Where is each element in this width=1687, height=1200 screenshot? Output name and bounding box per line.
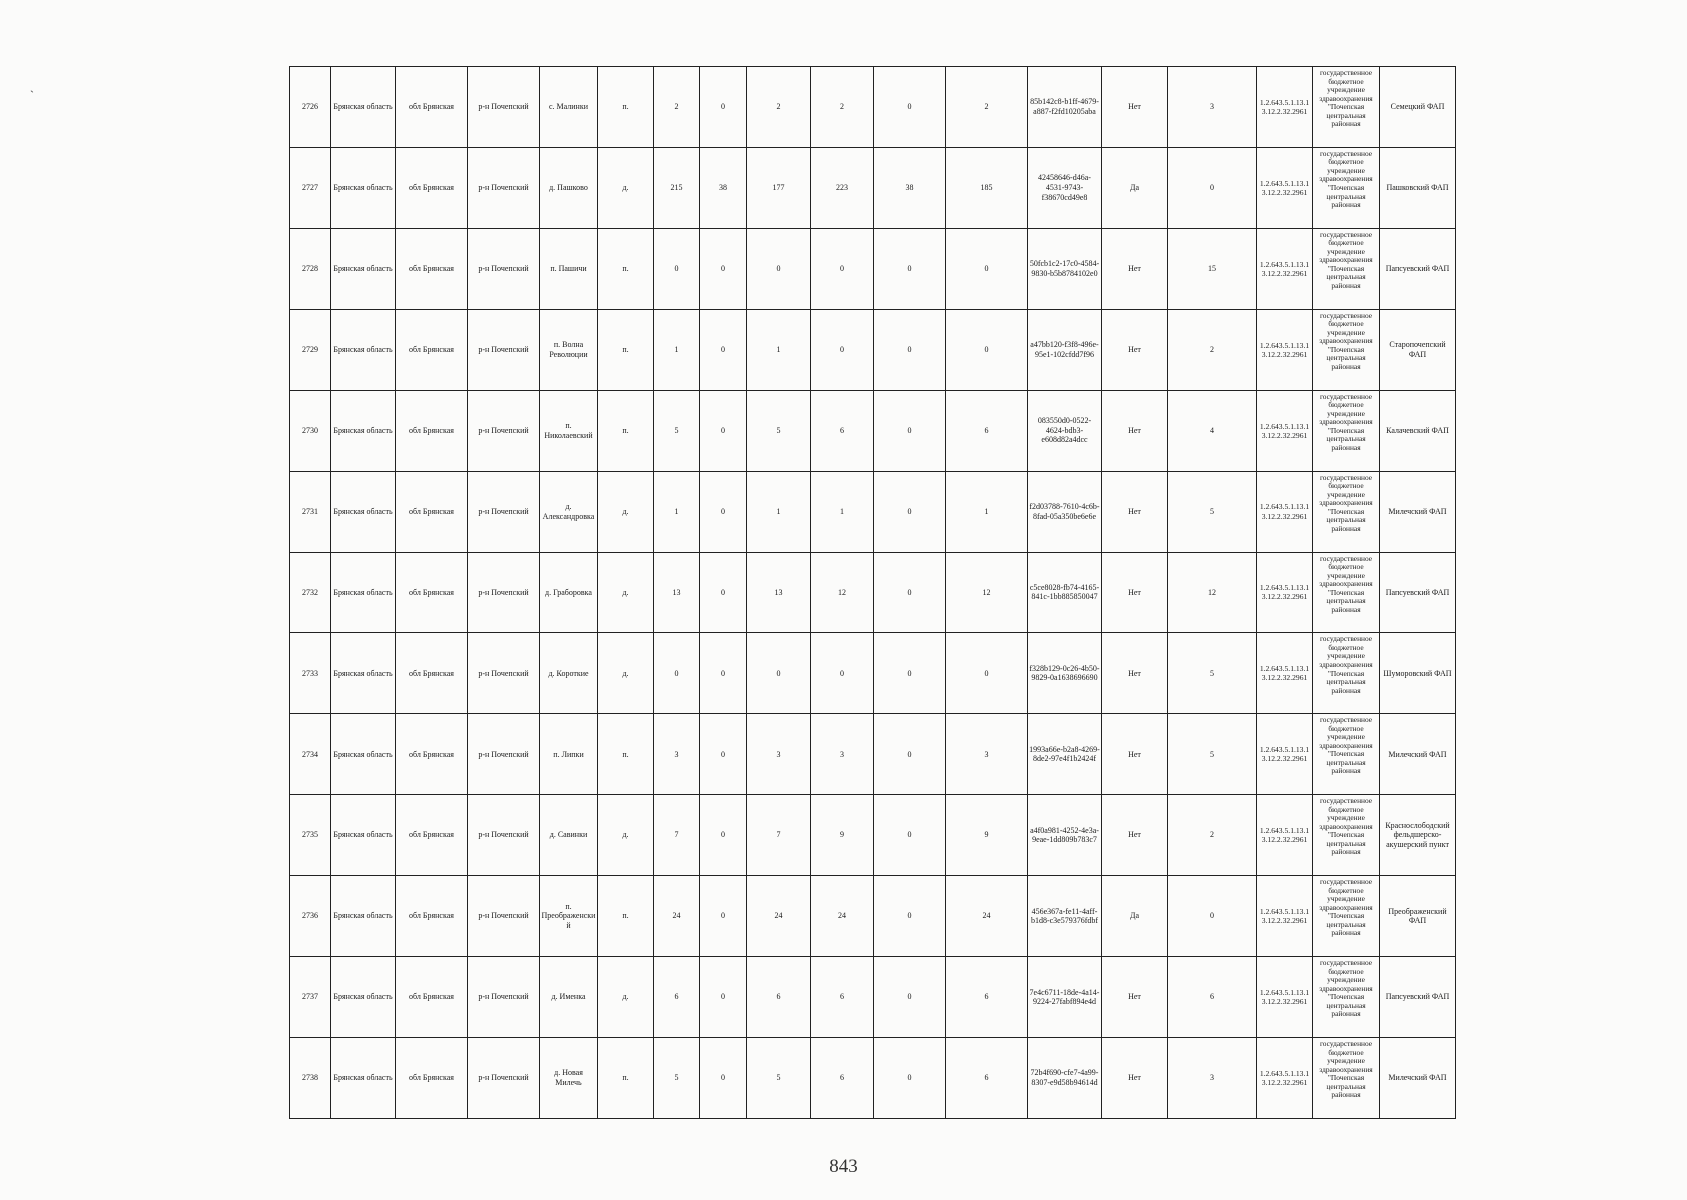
district-cell: р-н Почепский [468, 471, 540, 552]
guid-cell: 7e4c6711-18de-4a14-9224-27fabf894e4d [1028, 957, 1102, 1038]
settlement-type-cell: д. [598, 147, 654, 228]
oid-cell: 1.2.643.5.1.13.13.12.2.32.2961 [1257, 147, 1313, 228]
table-row [290, 1038, 1456, 1119]
value-cell: 0 [700, 309, 747, 390]
page-number: 843 [829, 1156, 858, 1177]
count-cell: 2 [1168, 309, 1257, 390]
organization-cell: государственное бюджетное учреждение здравоохранения "Почепская центральная районная [1313, 714, 1380, 795]
value-cell: 0 [700, 795, 747, 876]
settlement-type-cell: п. [598, 309, 654, 390]
settlement-cell: с. Малинки [540, 67, 598, 148]
guid-cell: 083550d0-0522-4624-bdb3-e608d82a4dcc [1028, 390, 1102, 471]
oblast-cell: обл Брянская [396, 876, 468, 957]
oblast-cell: обл Брянская [396, 633, 468, 714]
value-cell: 223 [811, 147, 874, 228]
value-cell: 0 [700, 957, 747, 1038]
organization-cell: государственное бюджетное учреждение здравоохранения "Почепская центральная районная [1313, 471, 1380, 552]
guid-cell: 85b142c8-b1ff-4679-a887-f2fd10205aba [1028, 67, 1102, 148]
value-cell: 0 [874, 1038, 946, 1119]
value-cell: 0 [874, 714, 946, 795]
scan-speck: ` [30, 88, 34, 102]
fap-cell: Старопочепский ФАП [1380, 309, 1456, 390]
value-cell: 6 [811, 957, 874, 1038]
region-cell: Брянская область [331, 147, 396, 228]
row-number-cell: 2738 [290, 1038, 331, 1119]
fap-cell: Краснослободский фельдшерско-акушерский пункт [1380, 795, 1456, 876]
flag-cell: Нет [1102, 228, 1168, 309]
value-cell: 0 [654, 633, 700, 714]
row-number-cell: 2736 [290, 876, 331, 957]
value-cell: 185 [946, 147, 1028, 228]
guid-cell: c5ce8028-fb74-4165-841c-1bb885850047 [1028, 552, 1102, 633]
value-cell: 0 [811, 309, 874, 390]
district-cell: р-н Почепский [468, 957, 540, 1038]
region-cell: Брянская область [331, 714, 396, 795]
row-number-cell: 2734 [290, 714, 331, 795]
flag-cell: Нет [1102, 795, 1168, 876]
district-cell: р-н Почепский [468, 795, 540, 876]
settlement-cell: д. Именка [540, 957, 598, 1038]
oblast-cell: обл Брянская [396, 390, 468, 471]
value-cell: 0 [654, 228, 700, 309]
region-cell: Брянская область [331, 309, 396, 390]
settlement-type-cell: д. [598, 471, 654, 552]
flag-cell: Да [1102, 876, 1168, 957]
row-number-cell: 2727 [290, 147, 331, 228]
value-cell: 9 [811, 795, 874, 876]
region-cell: Брянская область [331, 876, 396, 957]
table-row [290, 390, 1456, 471]
table-row [290, 309, 1456, 390]
fap-cell: Шумоpовский ФАП [1380, 633, 1456, 714]
value-cell: 0 [747, 228, 811, 309]
region-cell: Брянская область [331, 795, 396, 876]
value-cell: 0 [946, 633, 1028, 714]
value-cell: 5 [747, 1038, 811, 1119]
value-cell: 6 [654, 957, 700, 1038]
district-cell: р-н Почепский [468, 633, 540, 714]
oblast-cell: обл Брянская [396, 714, 468, 795]
row-number-cell: 2729 [290, 309, 331, 390]
oid-cell: 1.2.643.5.1.13.13.12.2.32.2961 [1257, 795, 1313, 876]
value-cell: 6 [946, 1038, 1028, 1119]
oid-cell: 1.2.643.5.1.13.13.12.2.32.2961 [1257, 552, 1313, 633]
value-cell: 215 [654, 147, 700, 228]
count-cell: 12 [1168, 552, 1257, 633]
table-row [290, 67, 1456, 148]
value-cell: 5 [747, 390, 811, 471]
value-cell: 0 [700, 552, 747, 633]
settlement-type-cell: д. [598, 633, 654, 714]
settlement-type-cell: п. [598, 714, 654, 795]
oid-cell: 1.2.643.5.1.13.13.12.2.32.2961 [1257, 390, 1313, 471]
count-cell: 3 [1168, 67, 1257, 148]
flag-cell: Нет [1102, 471, 1168, 552]
count-cell: 5 [1168, 633, 1257, 714]
value-cell: 0 [747, 633, 811, 714]
table-row [290, 633, 1456, 714]
settlement-type-cell: п. [598, 67, 654, 148]
value-cell: 24 [654, 876, 700, 957]
region-cell: Брянская область [331, 390, 396, 471]
guid-cell: a47bb120-f3f8-496e-95e1-102cfdd7f96 [1028, 309, 1102, 390]
guid-cell: f328b129-0c26-4b50-9829-0a1638696690 [1028, 633, 1102, 714]
settlement-cell: п. Николаевский [540, 390, 598, 471]
row-number-cell: 2733 [290, 633, 331, 714]
organization-cell: государственное бюджетное учреждение здравоохранения "Почепская центральная районная [1313, 552, 1380, 633]
oblast-cell: обл Брянская [396, 471, 468, 552]
table-row [290, 552, 1456, 633]
value-cell: 6 [946, 390, 1028, 471]
value-cell: 24 [946, 876, 1028, 957]
oblast-cell: обл Брянская [396, 228, 468, 309]
guid-cell: a4f0a981-4252-4e3a-9eae-1dd809b783c7 [1028, 795, 1102, 876]
guid-cell: 1993a66e-b2a8-4269-8de2-97e4f1b2424f [1028, 714, 1102, 795]
organization-cell: государственное бюджетное учреждение здравоохранения "Почепская центральная районная [1313, 228, 1380, 309]
table-row [290, 876, 1456, 957]
value-cell: 3 [654, 714, 700, 795]
oid-cell: 1.2.643.5.1.13.13.12.2.32.2961 [1257, 228, 1313, 309]
value-cell: 0 [811, 228, 874, 309]
flag-cell: Нет [1102, 1038, 1168, 1119]
settlement-cell: п. Липки [540, 714, 598, 795]
table-row [290, 147, 1456, 228]
district-cell: р-н Почепский [468, 714, 540, 795]
region-cell: Брянская область [331, 633, 396, 714]
organization-cell: государственное бюджетное учреждение здравоохранения "Почепская центральная районная [1313, 67, 1380, 148]
guid-cell: 456e367a-fe11-4aff-b1d8-c3e579376fdbf [1028, 876, 1102, 957]
settlement-type-cell: п. [598, 1038, 654, 1119]
region-cell: Брянская область [331, 957, 396, 1038]
oblast-cell: обл Брянская [396, 1038, 468, 1119]
organization-cell: государственное бюджетное учреждение здравоохранения "Почепская центральная районная [1313, 1038, 1380, 1119]
value-cell: 0 [700, 876, 747, 957]
value-cell: 5 [654, 1038, 700, 1119]
fap-cell: Семецкий ФАП [1380, 67, 1456, 148]
settlement-cell: д. Грабоpовка [540, 552, 598, 633]
value-cell: 24 [747, 876, 811, 957]
oid-cell: 1.2.643.5.1.13.13.12.2.32.2961 [1257, 471, 1313, 552]
settlement-type-cell: п. [598, 876, 654, 957]
value-cell: 0 [874, 228, 946, 309]
district-cell: р-н Почепский [468, 228, 540, 309]
region-cell: Брянская область [331, 228, 396, 309]
value-cell: 7 [654, 795, 700, 876]
count-cell: 0 [1168, 876, 1257, 957]
value-cell: 9 [946, 795, 1028, 876]
value-cell: 3 [946, 714, 1028, 795]
fap-cell: Милечский ФАП [1380, 714, 1456, 795]
value-cell: 1 [946, 471, 1028, 552]
flag-cell: Нет [1102, 714, 1168, 795]
oblast-cell: обл Брянская [396, 552, 468, 633]
row-number-cell: 2732 [290, 552, 331, 633]
value-cell: 0 [700, 67, 747, 148]
settlement-type-cell: п. [598, 228, 654, 309]
settlement-cell: д. Александровка [540, 471, 598, 552]
value-cell: 38 [874, 147, 946, 228]
value-cell: 0 [874, 876, 946, 957]
value-cell: 3 [747, 714, 811, 795]
value-cell: 24 [811, 876, 874, 957]
settlement-cell: д. Короткие [540, 633, 598, 714]
settlement-cell: п. Волна Революции [540, 309, 598, 390]
count-cell: 0 [1168, 147, 1257, 228]
organization-cell: государственное бюджетное учреждение здравоохранения "Почепская центральная районная [1313, 309, 1380, 390]
settlement-type-cell: д. [598, 552, 654, 633]
value-cell: 1 [811, 471, 874, 552]
flag-cell: Нет [1102, 67, 1168, 148]
value-cell: 0 [811, 633, 874, 714]
organization-cell: государственное бюджетное учреждение здравоохранения "Почепская центральная районная [1313, 957, 1380, 1038]
table-row [290, 714, 1456, 795]
oid-cell: 1.2.643.5.1.13.13.12.2.32.2961 [1257, 876, 1313, 957]
count-cell: 5 [1168, 471, 1257, 552]
fap-cell: Пашковский ФАП [1380, 147, 1456, 228]
value-cell: 0 [946, 309, 1028, 390]
organization-cell: государственное бюджетное учреждение здравоохранения "Почепская центральная районная [1313, 633, 1380, 714]
settlement-type-cell: д. [598, 957, 654, 1038]
region-cell: Брянская область [331, 471, 396, 552]
value-cell: 0 [874, 67, 946, 148]
row-number-cell: 2730 [290, 390, 331, 471]
district-cell: р-н Почепский [468, 67, 540, 148]
value-cell: 0 [700, 471, 747, 552]
oblast-cell: обл Брянская [396, 309, 468, 390]
row-number-cell: 2731 [290, 471, 331, 552]
value-cell: 0 [874, 309, 946, 390]
guid-cell: f2d03788-7610-4c6b-8fad-05a350be6e6e [1028, 471, 1102, 552]
value-cell: 12 [811, 552, 874, 633]
fap-cell: Папсуевский ФАП [1380, 228, 1456, 309]
value-cell: 12 [946, 552, 1028, 633]
guid-cell: 50fcb1c2-17c0-4584-9830-b5b8784102e0 [1028, 228, 1102, 309]
region-cell: Брянская область [331, 552, 396, 633]
value-cell: 0 [874, 552, 946, 633]
settlement-type-cell: д. [598, 795, 654, 876]
oid-cell: 1.2.643.5.1.13.13.12.2.32.2961 [1257, 957, 1313, 1038]
settlement-cell: п. Пашичи [540, 228, 598, 309]
settlement-cell: д. Новая Милечь [540, 1038, 598, 1119]
oblast-cell: обл Брянская [396, 795, 468, 876]
flag-cell: Нет [1102, 957, 1168, 1038]
count-cell: 5 [1168, 714, 1257, 795]
district-cell: р-н Почепский [468, 552, 540, 633]
table-row [290, 795, 1456, 876]
value-cell: 13 [747, 552, 811, 633]
count-cell: 3 [1168, 1038, 1257, 1119]
settlement-cell: д. Пашково [540, 147, 598, 228]
oid-cell: 1.2.643.5.1.13.13.12.2.32.2961 [1257, 309, 1313, 390]
settlement-type-cell: п. [598, 390, 654, 471]
flag-cell: Нет [1102, 633, 1168, 714]
value-cell: 0 [700, 1038, 747, 1119]
value-cell: 0 [700, 228, 747, 309]
table-row [290, 471, 1456, 552]
settlements-table [289, 66, 1456, 1119]
value-cell: 0 [874, 390, 946, 471]
value-cell: 1 [747, 471, 811, 552]
oblast-cell: обл Брянская [396, 67, 468, 148]
district-cell: р-н Почепский [468, 147, 540, 228]
oid-cell: 1.2.643.5.1.13.13.12.2.32.2961 [1257, 714, 1313, 795]
region-cell: Брянская область [331, 67, 396, 148]
value-cell: 3 [811, 714, 874, 795]
value-cell: 1 [747, 309, 811, 390]
value-cell: 1 [654, 471, 700, 552]
value-cell: 0 [700, 633, 747, 714]
guid-cell: 42458646-d46a-4531-9743-f38670cd49e8 [1028, 147, 1102, 228]
value-cell: 38 [700, 147, 747, 228]
district-cell: р-н Почепский [468, 390, 540, 471]
fap-cell: Милечский ФАП [1380, 471, 1456, 552]
organization-cell: государственное бюджетное учреждение здравоохранения "Почепская центральная районная [1313, 390, 1380, 471]
flag-cell: Нет [1102, 390, 1168, 471]
oblast-cell: обл Брянская [396, 147, 468, 228]
value-cell: 0 [700, 714, 747, 795]
flag-cell: Нет [1102, 552, 1168, 633]
count-cell: 15 [1168, 228, 1257, 309]
value-cell: 0 [874, 795, 946, 876]
value-cell: 0 [700, 390, 747, 471]
row-number-cell: 2728 [290, 228, 331, 309]
fap-cell: Калачевский ФАП [1380, 390, 1456, 471]
value-cell: 0 [874, 633, 946, 714]
district-cell: р-н Почепский [468, 309, 540, 390]
row-number-cell: 2735 [290, 795, 331, 876]
oid-cell: 1.2.643.5.1.13.13.12.2.32.2961 [1257, 1038, 1313, 1119]
fap-cell: Милечский ФАП [1380, 1038, 1456, 1119]
oid-cell: 1.2.643.5.1.13.13.12.2.32.2961 [1257, 633, 1313, 714]
value-cell: 13 [654, 552, 700, 633]
value-cell: 7 [747, 795, 811, 876]
count-cell: 6 [1168, 957, 1257, 1038]
value-cell: 177 [747, 147, 811, 228]
fap-cell: Папсуевский ФАП [1380, 552, 1456, 633]
value-cell: 6 [811, 390, 874, 471]
value-cell: 0 [874, 471, 946, 552]
table-row [290, 228, 1456, 309]
flag-cell: Да [1102, 147, 1168, 228]
count-cell: 4 [1168, 390, 1257, 471]
fap-cell: Папсуевский ФАП [1380, 957, 1456, 1038]
settlement-cell: д. Савинки [540, 795, 598, 876]
organization-cell: государственное бюджетное учреждение здравоохранения "Почепская центральная районная [1313, 876, 1380, 957]
value-cell: 2 [946, 67, 1028, 148]
flag-cell: Нет [1102, 309, 1168, 390]
row-number-cell: 2737 [290, 957, 331, 1038]
value-cell: 2 [747, 67, 811, 148]
organization-cell: государственное бюджетное учреждение здравоохранения "Почепская центральная районная [1313, 795, 1380, 876]
district-cell: р-н Почепский [468, 1038, 540, 1119]
oid-cell: 1.2.643.5.1.13.13.12.2.32.2961 [1257, 67, 1313, 148]
district-cell: р-н Почепский [468, 876, 540, 957]
oblast-cell: обл Брянская [396, 957, 468, 1038]
region-cell: Брянская область [331, 1038, 396, 1119]
table-row [290, 957, 1456, 1038]
value-cell: 2 [811, 67, 874, 148]
organization-cell: государственное бюджетное учреждение здравоохранения "Почепская центральная районная [1313, 147, 1380, 228]
value-cell: 0 [946, 228, 1028, 309]
row-number-cell: 2726 [290, 67, 331, 148]
value-cell: 5 [654, 390, 700, 471]
value-cell: 6 [811, 1038, 874, 1119]
fap-cell: Преображенский ФАП [1380, 876, 1456, 957]
count-cell: 2 [1168, 795, 1257, 876]
settlement-cell: п. Преображенский [540, 876, 598, 957]
value-cell: 0 [874, 957, 946, 1038]
value-cell: 1 [654, 309, 700, 390]
value-cell: 2 [654, 67, 700, 148]
table-body [290, 67, 1456, 1119]
guid-cell: 72b4f690-cfe7-4a99-8307-e9d58b94614d [1028, 1038, 1102, 1119]
value-cell: 6 [747, 957, 811, 1038]
value-cell: 6 [946, 957, 1028, 1038]
